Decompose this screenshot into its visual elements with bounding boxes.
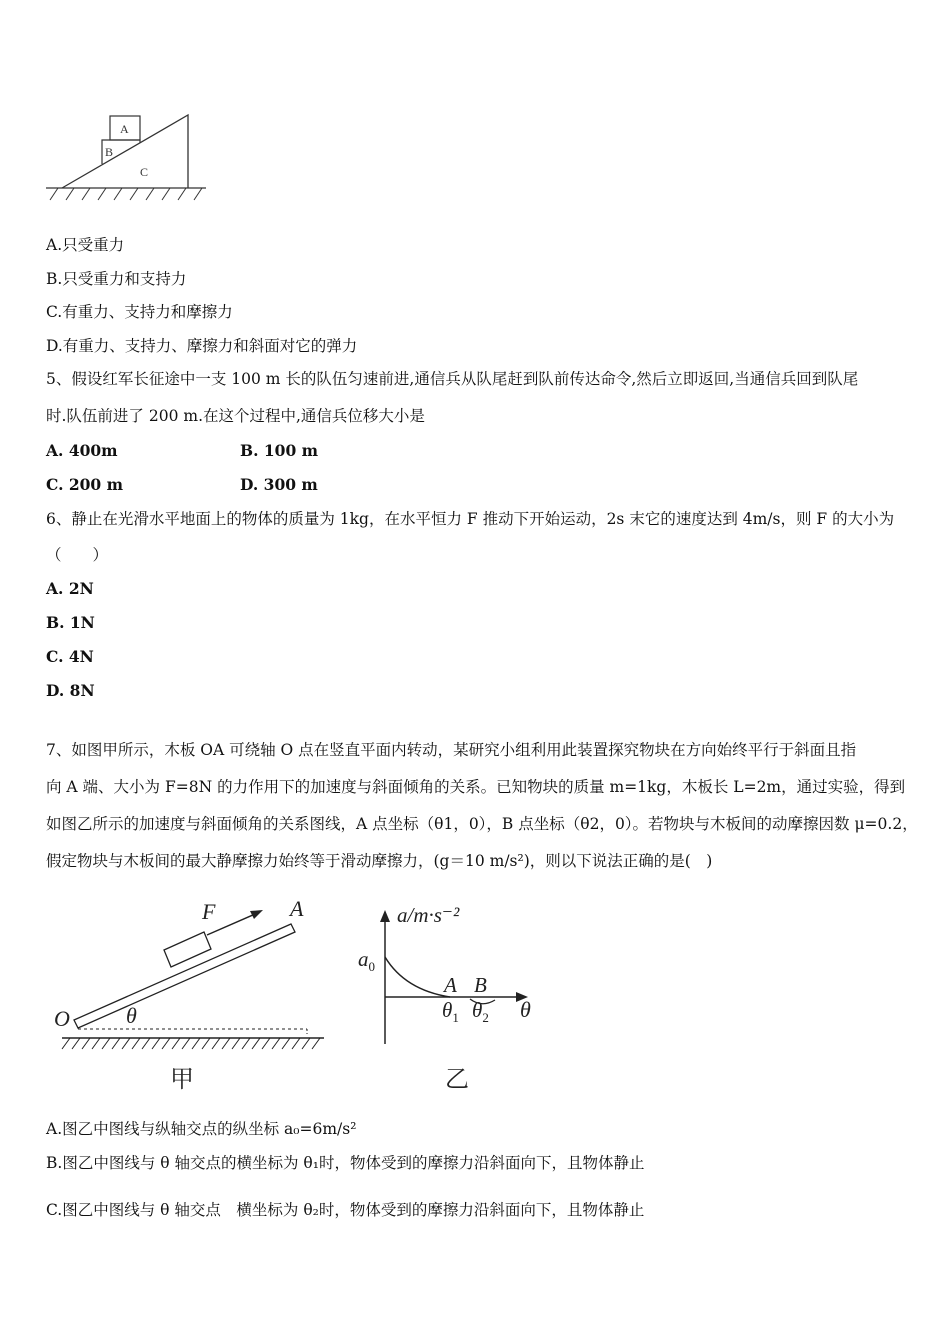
q5-option-a: A. 400m xyxy=(46,441,118,460)
label-theta: θ xyxy=(126,1003,137,1028)
label-theta1: $\theta_1$ xyxy=(442,998,459,1025)
caption-yi: 乙 xyxy=(445,1067,469,1093)
y-arrowhead-icon xyxy=(380,910,390,922)
block xyxy=(164,932,211,967)
q6-option-b: B. 1N xyxy=(46,613,95,632)
q4-option-a: A.只受重力 xyxy=(46,236,125,254)
label-c: C xyxy=(140,165,149,179)
q5-stem-line2: 时.队伍前进了 200 m.在这个过程中,通信兵位移大小是 xyxy=(46,407,425,425)
incline-abc-figure xyxy=(40,108,215,208)
ground-hatching xyxy=(50,188,202,200)
label-point-b: B xyxy=(474,973,487,997)
q4-option-b: B.只受重力和支持力 xyxy=(46,270,187,288)
q6-option-a: A. 2N xyxy=(46,579,94,598)
q7-option-c: C.图乙中图线与 θ 轴交点 横坐标为 θ₂时，物体受到的摩擦力沿斜面向下，且物体静止 xyxy=(46,1201,645,1219)
label-theta2: $\theta_2$ xyxy=(472,998,489,1025)
label-o: O xyxy=(54,1006,70,1031)
force-arrowhead-icon xyxy=(250,910,263,919)
q6-option-d: D. 8N xyxy=(46,681,95,700)
q4-option-c: C.有重力、支持力和摩擦力 xyxy=(46,303,233,321)
ground-hatching xyxy=(62,1038,320,1049)
q7-stem-line4: 假定物块与木板间的最大静摩擦力始终等于滑动摩擦力，(g＝10 m/s²)，则以下说法正确的是( ) xyxy=(46,852,713,870)
label-a: A xyxy=(120,122,129,136)
caption-jia: 甲 xyxy=(170,1067,194,1093)
label-point-a: A xyxy=(444,973,457,997)
q5-option-c: C. 200 m xyxy=(46,475,124,494)
q5-stem-line1: 5、假设红军长征途中一支 100 m 长的队伍匀速前进,通信兵从队尾赶到队前传达命令,然后立即返回,当通信兵回到队尾 xyxy=(46,370,859,388)
q6-option-c: C. 4N xyxy=(46,647,94,666)
q6-stem-line1: 6、静止在光滑水平地面上的物体的质量为 1kg，在水平恒力 F 推动下开始运动，2s 末它的速度达到 4m/s，则 F 的大小为 xyxy=(46,510,895,528)
label-a: A xyxy=(290,896,304,921)
q5-option-b: B. 100 m xyxy=(240,441,319,460)
figure-yi xyxy=(350,892,550,1097)
q6-stem-line2: （ ） xyxy=(46,546,109,564)
q7-stem-line3: 如图乙所示的加速度与斜面倾角的关系图线，A 点坐标（θ1，0），B 点坐标（θ2，0）。若物块与木板间的动摩擦因数 μ=0.2， xyxy=(46,815,918,833)
q7-option-b: B.图乙中图线与 θ 轴交点的横坐标为 θ₁时，物体受到的摩擦力沿斜面向下，且物体静止 xyxy=(46,1154,645,1172)
q7-stem-line2: 向 A 端、大小为 F=8N 的力作用下的加速度与斜面倾角的关系。已知物块的质量 m=1kg，木板长 L=2m，通过实验，得到 xyxy=(46,778,906,796)
q7-option-a: A.图乙中图线与纵轴交点的纵坐标 a₀=6m/s² xyxy=(46,1120,357,1138)
label-a0: $a_0$ xyxy=(358,947,375,974)
board-oa xyxy=(74,924,295,1028)
label-axis-y: a/m·s⁻² xyxy=(397,903,460,927)
label-b: B xyxy=(105,145,114,159)
q5-option-d: D. 300 m xyxy=(240,475,318,494)
curve-a-theta xyxy=(385,957,450,997)
q7-stem-line1: 7、如图甲所示，木板 OA 可绕轴 O 点在竖直平面内转动，某研究小组利用此装置探究物块在方向始终平行于斜面且指 xyxy=(46,741,857,759)
q4-option-d: D.有重力、支持力、摩擦力和斜面对它的弹力 xyxy=(46,337,358,355)
label-axis-x: θ xyxy=(520,997,531,1022)
label-f: F xyxy=(202,899,216,924)
figure-jia xyxy=(50,892,340,1097)
